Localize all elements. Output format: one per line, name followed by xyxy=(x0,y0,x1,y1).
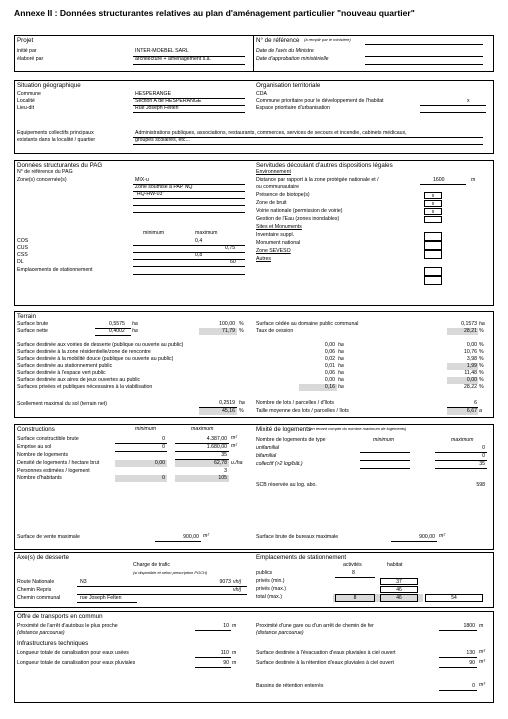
bureaux-label: Surface brute de bureaux maximale xyxy=(256,534,339,540)
densite-min: 0,00 xyxy=(154,460,165,466)
section-situation xyxy=(14,80,494,154)
eaux-usees-unit: m xyxy=(232,650,237,656)
zone-1: MIX-u xyxy=(135,177,149,183)
pct-unit: % xyxy=(479,377,484,383)
activites-header: activités xyxy=(343,562,362,568)
prives-min-label: privés (min.) xyxy=(256,578,285,584)
dl-label: DL xyxy=(17,259,24,265)
densite-unit: u./ha xyxy=(231,460,243,466)
lieudit-value: Rue Joseph Felten xyxy=(135,105,179,111)
terrain-row-label: Surface destinée à la mobilité douce (publique ou ouverte au public) xyxy=(17,356,174,362)
section-terrain xyxy=(14,311,494,418)
terrain-row-ha: 0,00 xyxy=(324,342,335,348)
habitants-label: Nombre d'habitants xyxy=(17,475,62,481)
terrain-row-ha: 0,06 xyxy=(324,349,335,355)
evac-value: 130 xyxy=(466,650,475,656)
dl-value: 60 xyxy=(230,259,236,265)
commune-label: Commune xyxy=(17,91,41,97)
situation-heading: Situation géographique xyxy=(17,82,81,89)
terrain-row-ha: 0,01 xyxy=(324,363,335,369)
elabore-value: architecture + aménagement s.a. xyxy=(135,56,211,62)
cus-value: 0,75 xyxy=(225,245,236,251)
scb-min: 0 xyxy=(162,436,165,442)
emprise-max: 1.680,00 xyxy=(206,444,227,450)
pct-unit: % xyxy=(479,384,484,390)
collectif-value: 35 xyxy=(479,461,485,467)
bassins-value: 0 xyxy=(472,683,475,689)
distance-label-2: ou communautaire xyxy=(256,184,299,190)
ha-unit: ha xyxy=(338,370,344,376)
terrain-row-pct: 3,98 xyxy=(466,356,477,362)
total-activites: 8 xyxy=(335,594,375,602)
route-traffic-unit: vh/j xyxy=(233,579,242,585)
pct-unit: % xyxy=(479,342,484,348)
seveso-checkbox[interactable] xyxy=(424,250,442,259)
logements-max: 35 xyxy=(221,452,227,458)
arret-label-1: Proximité de l'arrêt d'autobus le plus proche xyxy=(17,623,118,629)
initie-value: INTER-MOEBEL SARL xyxy=(135,48,189,54)
gare-value: 1800 xyxy=(463,623,475,629)
scb-unit: m² xyxy=(231,435,238,441)
gare-label-1: Proximité d'une gare ou d'un arrêt de chemin de fer xyxy=(256,623,374,629)
autres-label: Autres xyxy=(256,256,271,262)
cda-label: CDA xyxy=(256,91,267,97)
terrain-row-label: Surfaces privées et publiques nécessaires à la viabilisation xyxy=(17,384,153,390)
eaux-pluv-label: Longueur totale de canalisation pour eaux pluviales xyxy=(17,660,136,666)
densite-max: 62,78 xyxy=(214,460,227,466)
inventaire-label: Inventaire suppl. xyxy=(256,232,295,238)
voirie-label: Voirie nationale (permission de voirie) xyxy=(256,208,343,214)
emprise-label: Emprise au sol xyxy=(17,444,52,450)
taille-label: Taille moyenne des lots / parcelles / îlots xyxy=(256,408,349,414)
terrain-row-pct: 11,48 xyxy=(464,370,477,376)
terrain-heading: Terrain xyxy=(17,313,36,320)
ha-unit: ha xyxy=(338,363,344,369)
urbanisation-label: Espace prioritaire d'urbanisation xyxy=(256,105,330,111)
mixite-minimum: minimum xyxy=(373,437,395,443)
equip-label-2: existants dans la localité / quartier xyxy=(17,137,96,143)
arret-label-2: (distance parcourue) xyxy=(17,630,65,636)
localite-label: Localité xyxy=(17,98,35,104)
terrain-row-ha: 0,02 xyxy=(324,356,335,362)
nette-label: Surface nette xyxy=(17,328,48,334)
bassins-label: Bassins de rétention enterrés xyxy=(256,683,324,689)
pct-unit: % xyxy=(479,363,484,369)
taux-unit: % xyxy=(479,328,484,334)
mixite-maximum: maximum xyxy=(451,437,474,443)
total-sum: 54 xyxy=(425,594,483,602)
bureaux-value: 900,00 xyxy=(419,534,435,540)
zones-label: Zone(s) concernée(s) xyxy=(17,177,67,183)
terrain-row-pct: 28,22 xyxy=(464,384,477,390)
pct-unit: % xyxy=(479,349,484,355)
scellement-unit: ha xyxy=(239,400,245,406)
ha-unit: ha xyxy=(338,349,344,355)
terrain-row-label: Surface destinée à l'espace vert public xyxy=(17,370,106,376)
environnement-label: Environnement xyxy=(256,169,291,175)
terrain-row-ha: 0,06 xyxy=(324,370,335,376)
route-value: N3 xyxy=(80,579,87,585)
nette-unit: ha xyxy=(132,328,138,334)
section-donnees xyxy=(14,160,494,306)
cedee-value: 0,1573 xyxy=(461,321,477,327)
habitat-header: habitat xyxy=(387,562,403,568)
equip-value-1: Administrations publiques, associations, restaurants, commerces, services de secours et incendie, cabinets médicaux, xyxy=(135,130,407,136)
route-traffic: 9073 xyxy=(219,579,231,585)
habitants-min: 0 xyxy=(162,475,165,481)
cc-label: Chemin communal xyxy=(17,595,61,601)
brute-unit: ha xyxy=(132,321,138,327)
zone-2: Zone soumise à PAP NQ xyxy=(135,184,193,190)
scellement-value: 0,2519 xyxy=(219,400,235,406)
autres-checkbox-2[interactable] xyxy=(424,276,442,285)
lots-label: Nombre de lots / parcelles / d'îlots xyxy=(256,400,334,406)
pct-unit: % xyxy=(479,370,484,376)
reten-label: Surface destinée à la rétention d'eaux pluviales à ciel ouvert xyxy=(256,660,394,666)
eaux-usees-label: Longueur totale de canalisation pour eaux usées xyxy=(17,650,129,656)
eau-checkbox[interactable] xyxy=(424,216,442,223)
unifam-value: 0 xyxy=(482,445,485,451)
cedee-unit: ha xyxy=(479,321,485,327)
charge-note: (si disponible et selon prescription PGCH) xyxy=(133,570,208,575)
emprise-unit: m² xyxy=(231,443,238,449)
empl-heading: Emplacements de stationnement xyxy=(256,554,347,561)
scb-max: 4.387,00 xyxy=(206,436,227,442)
unifam-label: unifamilial xyxy=(256,445,280,451)
cus-label: CUS xyxy=(17,245,28,251)
bruit-label: Zone de bruit xyxy=(256,200,287,206)
bifam-label: bifamilial xyxy=(256,453,277,459)
ha-unit: ha xyxy=(338,377,344,383)
distance-unit: m xyxy=(471,177,476,183)
projet-heading: Projet xyxy=(17,37,34,44)
terrain-row-ha: 0,16 xyxy=(324,384,335,390)
ref-note: (à remplir par le ministère) xyxy=(304,37,351,42)
publics-activites: 8 xyxy=(352,570,355,576)
transport-heading: Offre de transports en commun xyxy=(17,613,103,620)
cos-label: COS xyxy=(17,238,29,244)
section-desserte xyxy=(14,552,494,608)
bifam-value: 0 xyxy=(482,453,485,459)
reten-unit: m³ xyxy=(479,659,486,665)
css-label: CSS xyxy=(17,252,28,258)
nette-pct-unit: % xyxy=(239,328,244,334)
reten-value: 90 xyxy=(469,660,475,666)
zone-3: "HQ-HW-03" xyxy=(135,191,165,197)
ref-label: N° de référence xyxy=(256,37,300,44)
total-label: total (max.) xyxy=(256,594,282,600)
gare-label-2: (distance parcourue) xyxy=(256,630,304,636)
equip-value-2: groupes scolaires, etc... xyxy=(135,137,190,143)
lots-value: 6 xyxy=(474,400,477,406)
taille-value: 6,67 xyxy=(466,408,477,414)
vente-unit: m² xyxy=(203,533,210,539)
eau-label: Gestion de l'Eau (zones inondables) xyxy=(256,216,340,222)
logements-label: Nombre de logements xyxy=(17,452,69,458)
org-heading: Organisation territoriale xyxy=(256,82,321,89)
donnees-heading: Données structurantes du PAG xyxy=(17,162,103,169)
section-projet xyxy=(14,35,494,72)
mixite-heading: Mixité de logements xyxy=(256,426,312,433)
terrain-row-pct: 1,99 xyxy=(466,363,477,369)
distance-label-1: Distance par rapport à la zone protégée nationale et / xyxy=(256,177,379,183)
prioritaire-value: x xyxy=(467,98,470,104)
voirie-checkbox[interactable]: x xyxy=(424,208,442,215)
charge-label: Charge de trafic xyxy=(133,562,170,568)
brute-pct: 100,00 xyxy=(219,321,235,327)
gare-unit: m xyxy=(479,623,484,629)
taux-value: 28,21 xyxy=(464,328,477,334)
distance-value: 1600 xyxy=(433,177,445,183)
initie-label: initié par xyxy=(17,48,37,54)
personnes-value: 3 xyxy=(224,468,227,474)
cr-label: Chemin Repris xyxy=(17,587,52,593)
prives-max-habitat: 46 xyxy=(380,586,418,593)
brute-label: Surface brute xyxy=(17,321,49,327)
infra-heading: Infrastructures techniques xyxy=(17,640,89,647)
bruit-checkbox[interactable]: x xyxy=(424,200,442,207)
eaux-pluv-unit: m xyxy=(232,660,237,666)
scellement-pct: 45,16 xyxy=(222,408,235,414)
terrain-row-ha: 0,00 xyxy=(324,377,335,383)
type-label: Nombre de logements de type xyxy=(256,437,326,443)
prioritaire-label: Commune prioritaire pour le développement de l'habitat xyxy=(256,98,384,104)
nette-pct: 71,79 xyxy=(222,328,235,334)
autres-checkbox-1[interactable] xyxy=(424,267,442,276)
constr-minimum-header: minimum xyxy=(135,426,157,432)
total-habitat: 46 xyxy=(380,594,418,602)
collectif-label: collectif (>2 log/bât.) xyxy=(256,461,303,467)
terrain-row-pct: 10,76 xyxy=(464,349,477,355)
approb-label: Date d'approbation ministérielle xyxy=(256,56,329,62)
bassins-unit: m³ xyxy=(479,682,486,688)
arret-value: 10 xyxy=(223,623,229,629)
evac-unit: m³ xyxy=(479,649,486,655)
nette-value: 0,4002 xyxy=(109,328,125,334)
ha-unit: ha xyxy=(338,342,344,348)
brute-pct-unit: % xyxy=(239,321,244,327)
monument-checkbox[interactable] xyxy=(424,241,442,250)
cos-value: 0,4 xyxy=(195,238,203,244)
terrain-row-label: Surface destinée aux aires de jeux ouvertes au public xyxy=(17,377,141,383)
publics-label: publics xyxy=(256,570,273,576)
personnes-label: Personnes estimées / logement xyxy=(17,468,90,474)
vente-label: Surface de vente maximale xyxy=(17,534,80,540)
cedee-label: Surface cédée au domaine public communal xyxy=(256,321,359,327)
eaux-usees-value: 110 xyxy=(220,650,229,656)
route-label: Route Nationale xyxy=(17,579,55,585)
biotope-checkbox[interactable]: x xyxy=(424,192,442,199)
taux-label: Taux de cession xyxy=(256,328,294,334)
section-constructions xyxy=(14,424,494,550)
pag-minimum-header: minimum xyxy=(143,230,165,236)
eaux-pluv-value: 90 xyxy=(223,660,229,666)
emprise-min: 0 xyxy=(162,444,165,450)
scb-reserved-label: SCB réservée au log. abo. xyxy=(256,482,317,488)
biotope-label: Présence de biotope(s) xyxy=(256,192,310,198)
scellement-label: Scellement maximal du sol (terrain net) xyxy=(17,401,107,407)
evac-label: Surface destinée à l'évacuation d'eaux pluviales à ciel ouvert xyxy=(256,650,396,656)
arret-unit: m xyxy=(232,623,237,629)
page-title: Annexe II : Données structurantes relatives au plan d'aménagement particulier "nouveau quartier" xyxy=(14,8,415,18)
bureaux-unit: m² xyxy=(439,533,446,539)
taille-unit: a xyxy=(479,408,482,414)
css-value: 0,8 xyxy=(195,252,203,258)
commune-value: HESPERANGE xyxy=(135,91,172,97)
section-transport xyxy=(14,611,494,703)
servitudes-heading: Servitudes découlant d'autres dispositions légales xyxy=(256,162,393,169)
pct-unit: % xyxy=(479,356,484,362)
ha-unit: ha xyxy=(338,384,344,390)
ha-unit: ha xyxy=(338,356,344,362)
terrain-row-label: Surface destinée à la zone résidentielle/zone de rencontre xyxy=(17,349,151,355)
nref-label: N° de référence du PAG xyxy=(17,169,73,175)
pag-maximum-header: maximum xyxy=(195,230,218,236)
sites-label: Sites et Monuments xyxy=(256,224,302,230)
terrain-row-pct: 0,00 xyxy=(466,377,477,383)
cr-traffic-unit: vh/j xyxy=(233,587,242,593)
terrain-row-pct: 0,00 xyxy=(466,342,477,348)
desserte-heading: Axe(s) de desserte xyxy=(17,554,69,561)
cc-value: rue Joseph Felten xyxy=(80,595,122,601)
terrain-row-label: Surface destinée au stationnement public xyxy=(17,363,113,369)
prives-max-label: privés (max.) xyxy=(256,586,286,592)
lieudit-label: Lieu-dit xyxy=(17,105,35,111)
brute-value: 0,5575 xyxy=(109,321,125,327)
constr-maximum-header: maximum xyxy=(191,426,214,432)
stationnement-label: Emplacements de stationnement xyxy=(17,267,93,273)
elabore-label: élaboré par xyxy=(17,56,44,62)
habitants-max: 105 xyxy=(218,475,227,481)
equip-label-1: Equipements collectifs principaux xyxy=(17,130,94,136)
avis-label: Date de l'avis du Ministre xyxy=(256,48,314,54)
constructions-heading: Constructions xyxy=(17,426,55,433)
monument-label: Monument national xyxy=(256,240,301,246)
mixite-note: (en tenant compte du nombre maximum de logements) xyxy=(309,426,407,431)
localite-value: Section A de HESPERANGE xyxy=(135,98,202,104)
seveso-label: Zone SEVESO xyxy=(256,248,291,254)
scellement-pct-unit: % xyxy=(239,408,244,414)
scb-label: Surface constructible brute xyxy=(17,436,79,442)
vente-value: 900,00 xyxy=(183,534,199,540)
densite-label: Densité de logements / hectare brut xyxy=(17,460,100,466)
terrain-row-label: Surface destinée aux voiries de desserte (publique ou ouverte au public) xyxy=(17,342,184,348)
inventaire-checkbox[interactable] xyxy=(424,232,442,241)
prives-min-habitat: 37 xyxy=(380,578,418,585)
scb-reserved-value: 598 xyxy=(476,482,485,488)
